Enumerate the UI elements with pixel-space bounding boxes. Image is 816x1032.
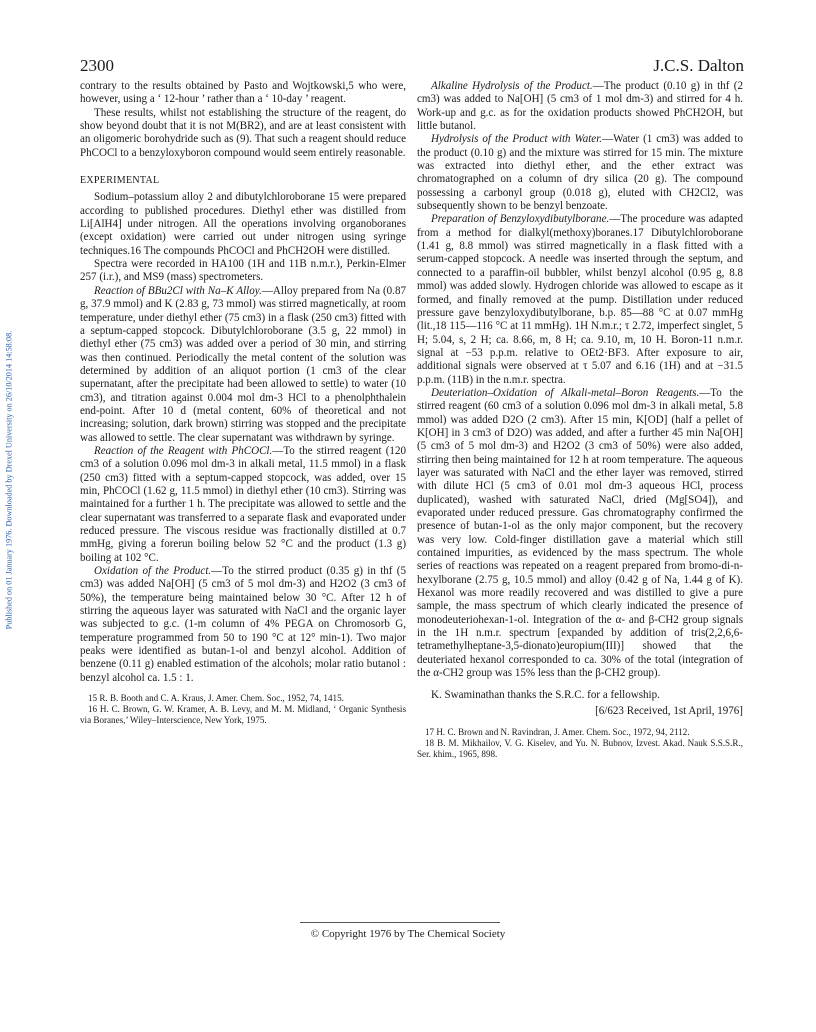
paragraph-body: —The procedure was adapted from a method for dialkyl(methoxy)boranes.17 Dibutylchloroborane (1.41 g, 8.8 mmol) was stirred magnetically in a flask fitted with a serum-capped stopcock. A needle was inserted through the septum, and connected to a paraffin-oil bubbler, whilst benzyl alcohol (0.95 g, 8.8 mmol) was added slowly. Hydrogen chloride was allowed to escape as it formed, and finally removed at the pump. Distillation under reduced pressure gave benzyloxydibutylborane, b.p. 85—88 °C at 0.07 mmHg (lit.,18 115—116 °C at 11 mmHg). 1H N.m.r.; τ 2.72, imperfect singlet, 5 H; 5.04, s, 2 H; ca. 8.66, m, 8 H; ca. 9.10, m, 10 H. Boron-11 n.m.r. signal at −53 p.p.m. relative to OEt2·BF3. After exposure to air, additional signals were observed at τ 5.07 and 6.16 (1H) and at −31.5 p.p.m. (11B) in the n.m.r. spectra. [417,213,743,386]
paragraph-title: Hydrolysis of the Product with Water. [431,133,603,146]
section-heading: EXPERIMENTAL [80,175,160,187]
left-column [80,80,406,726]
received-date: [6/623 Received, 1st April, 1976] [595,704,743,717]
paragraph: contrary to the results obtained by Pasto and Wojtkowski,5 who were, however, using a ‘ 12-hour ’ rather than a ‘ 10-day ’ reagent. [80,80,406,106]
acknowledgement: K. Swaminathan thanks the S.R.C. for a fellowship. [431,689,660,702]
paragraph-body: —The product (0.10 g) in thf (2 cm3) was added to Na[OH] (5 cm3 of 1 mol dm-3) and stirred for 4 h. Work-up and g.c. as for the oxidation products showed PhCH2OH, but little butanol. [417,80,743,133]
footnote: 18 B. M. Mikhailov, V. G. Kiselev, and Yu. N. Bubnov, Izvest. Akad. Nauk S.S.S.R., Ser. khim., 1965, 898. [417,738,743,760]
right-column [417,80,743,760]
footer-rule [300,922,500,923]
paragraph [80,565,406,685]
paragraph [417,387,743,681]
footnote: 16 H. C. Brown, G. W. Kramer, A. B. Levy, and M. M. Midland, ‘ Organic Synthesis via Boranes,’ Wiley–Interscience, New York, 1975. [80,704,406,726]
page-number: 2300 [80,56,114,75]
paragraph: Sodium–potassium alloy 2 and dibutylchloroborane 15 were prepared according to published procedures. Diethyl ether was distilled from Li[AlH4] under nitrogen. All the operations involving organoboranes (except oxidation) were carried out under nitrogen using syringe techniques.16 The compounds PhCOCl and PhCH2OH were distilled. [80,191,406,257]
download-stamp-text: Published on 01 January 1976. Downloaded by Drexel University on 26/10/2014 14:58:08. [4,330,14,630]
paragraph [417,213,743,386]
footnote: 15 R. B. Booth and C. A. Kraus, J. Amer. Chem. Soc., 1952, 74, 1415. [88,693,344,704]
paragraph [417,133,743,213]
paragraph-title: Deuteriation–Oxidation of Alkali-metal–Boron Reagents. [431,386,700,399]
paragraph-title: Oxidation of the Product. [94,565,212,578]
paragraph-body: —Alloy prepared from Na (0.87 g, 37.9 mmol) and K (2.83 g, 73 mmol) was stirred magnetically, at room temperature, under diethyl ether (75 cm3) in a flask (250 cm3) fitted with a septum-capped stopcock. Dibutylchloroborane (3.5 g, 22 mmol) in diethyl ether (75 cm3) was added over a period of 30 min, and stirring was then continued. Periodically the metal content of the solution was determined by addition of an aliquot portion (1 cm3 of the clear supernatant, after the precipitate had been allowed to settle) to water (10 cm3), and titration against 0.004 mol dm-3 HCl to a phenolphthalein end-point. After 10 d (metal content, 60% of theoretical and not increasing; solution, dark brown) stirring was stopped and the precipitate was allowed to settle. The clear supernatant was withdrawn by syringe. [80,284,406,444]
paragraph-title: Alkaline Hydrolysis of the Product. [431,80,593,92]
paragraph-title: Reaction of the Reagent with PhCOCl. [94,444,273,457]
paragraph [417,80,743,133]
journal-title: J.C.S. Dalton [653,56,744,75]
paragraph-body: —Water (1 cm3) was added to the product (0.10 g) and the mixture was stirred for 15 min. The mixture was extracted into diethyl ether, and the ether extract was chromatographed on a column of dry silica (20 g). The compound possessing a carbonyl group (0.018 g), eluted with CH2Cl2, was subsequently shown to be benzyl benzoate. [417,133,743,213]
paragraph: Spectra were recorded in HA100 (1H and 11B n.m.r.), Perkin-Elmer 257 (i.r.), and MS9 (mass) spectrometers. [80,258,406,284]
paragraph-title: Reaction of BBu2Cl with Na–K Alloy. [94,284,262,297]
paragraph-body: —To the stirred product (0.35 g) in thf (5 cm3) was added Na[OH] (5 cm3 of 5 mol dm-3) and H2O2 (3 cm3 of 50%), the temperature being maintained below 30 °C. After 12 h of stirring the aqueous layer was saturated with NaCl and the organic layer was subjected to g.c. (1-m column of 4% PEGA on Chromosorb G, temperature programmed from 50 to 190 °C at 12° min-1). Two major peaks were identified as butan-1-ol and benzyl alcohol. Addition of benzene (0.11 g) enabled estimation of the alcohols; molar ratio butanol : benzyl alcohol ca. 1.5 : 1. [80,565,406,684]
paragraph-title: Preparation of Benzyloxydibutylborane. [431,213,610,226]
footnote: 17 H. C. Brown and N. Ravindran, J. Amer. Chem. Soc., 1972, 94, 2112. [425,727,690,738]
paragraph-body: —To the stirred reagent (120 cm3 of a solution 0.096 mol dm-3 in alkali metal, 11.5 mmol) in a flask (250 cm3) fitted with a septum-capped stopcock, was added, over 15 min, PhCOCl (1.62 g, 11.5 mmol) in diethyl ether (10 cm3). Stirring was maintained for a further 1 h. The precipitate was allowed to settle and the clear supernatant was transferred to a separate flask and evaporated under reduced pressure. The viscous residue was fractionally distilled at 0.7 mmHg, giving a forerun boiling below 52 °C and the product (1.3 g) boiling at 102 °C. [80,444,406,564]
copyright: © Copyright 1976 by The Chemical Society [310,928,506,940]
paragraph [80,285,406,445]
download-stamp[interactable] [2,160,16,800]
paragraph [80,445,406,565]
paragraph-body: —To the stirred reagent (60 cm3 of a solution 0.096 mol dm-3 in alkali metal, 5.8 mmol) was added D2O (2 cm3). After 15 min, K[OD] (half a pellet of K[OH] in 3 cm3 of D2O) was added, and after a further 45 min Na[OH] (5 cm3 of 5 mol dm-3) and H2O2 (3 cm3 of 50%) were also added, stirring then being maintained for 12 h at room temperature. The aqueous layer was saturated with NaCl and the ether layer was removed, stirred with dilute HCl (5 cm3 of 0.01 mol dm-3 aqueous HCl, process duplicated), washed with saturated NaCl, dried (Mg[SO4]), and evaporated under reduced pressure. Gas chromatography confirmed the presence of butan-1-ol as the only major component, but the recovery was very low. Cold-finger distillation gave a material which still contained impurities, as evidenced by the mass spectrum. The whole series of reactions was repeated on a reagent prepared from bromo-di-n-hexylborane (2.75 g, 10.5 mmol) and alloy (0.42 g of Na, 1.44 g of K). Hexanol was more readily recovered and was distilled to give a pure sample, the mass spectrum of which clearly indicated the presence of monodeuteriohexan-1-ol. Integration of the α- and β-CH2 group signals in the 1H n.m.r. spectrum [expanded by addition of tris(2,2,6,6-tetramethylheptane-3,5-dionato)europium(III)] showed that the deuteriated hexanol corresponded to ca. 30% of the total (integration of the α-CH2 group was 15% less than the β-CH2 group). [417,386,743,680]
paragraph: These results, whilst not establishing the structure of the reagent, do show beyond doubt that it is not M(BR2), and are at least consistent with an oligomeric borohydride such as (9). That such a reagent should reduce PhCOCl to a benzyloxyboron compound would seem entirely reasonable. [80,106,406,159]
